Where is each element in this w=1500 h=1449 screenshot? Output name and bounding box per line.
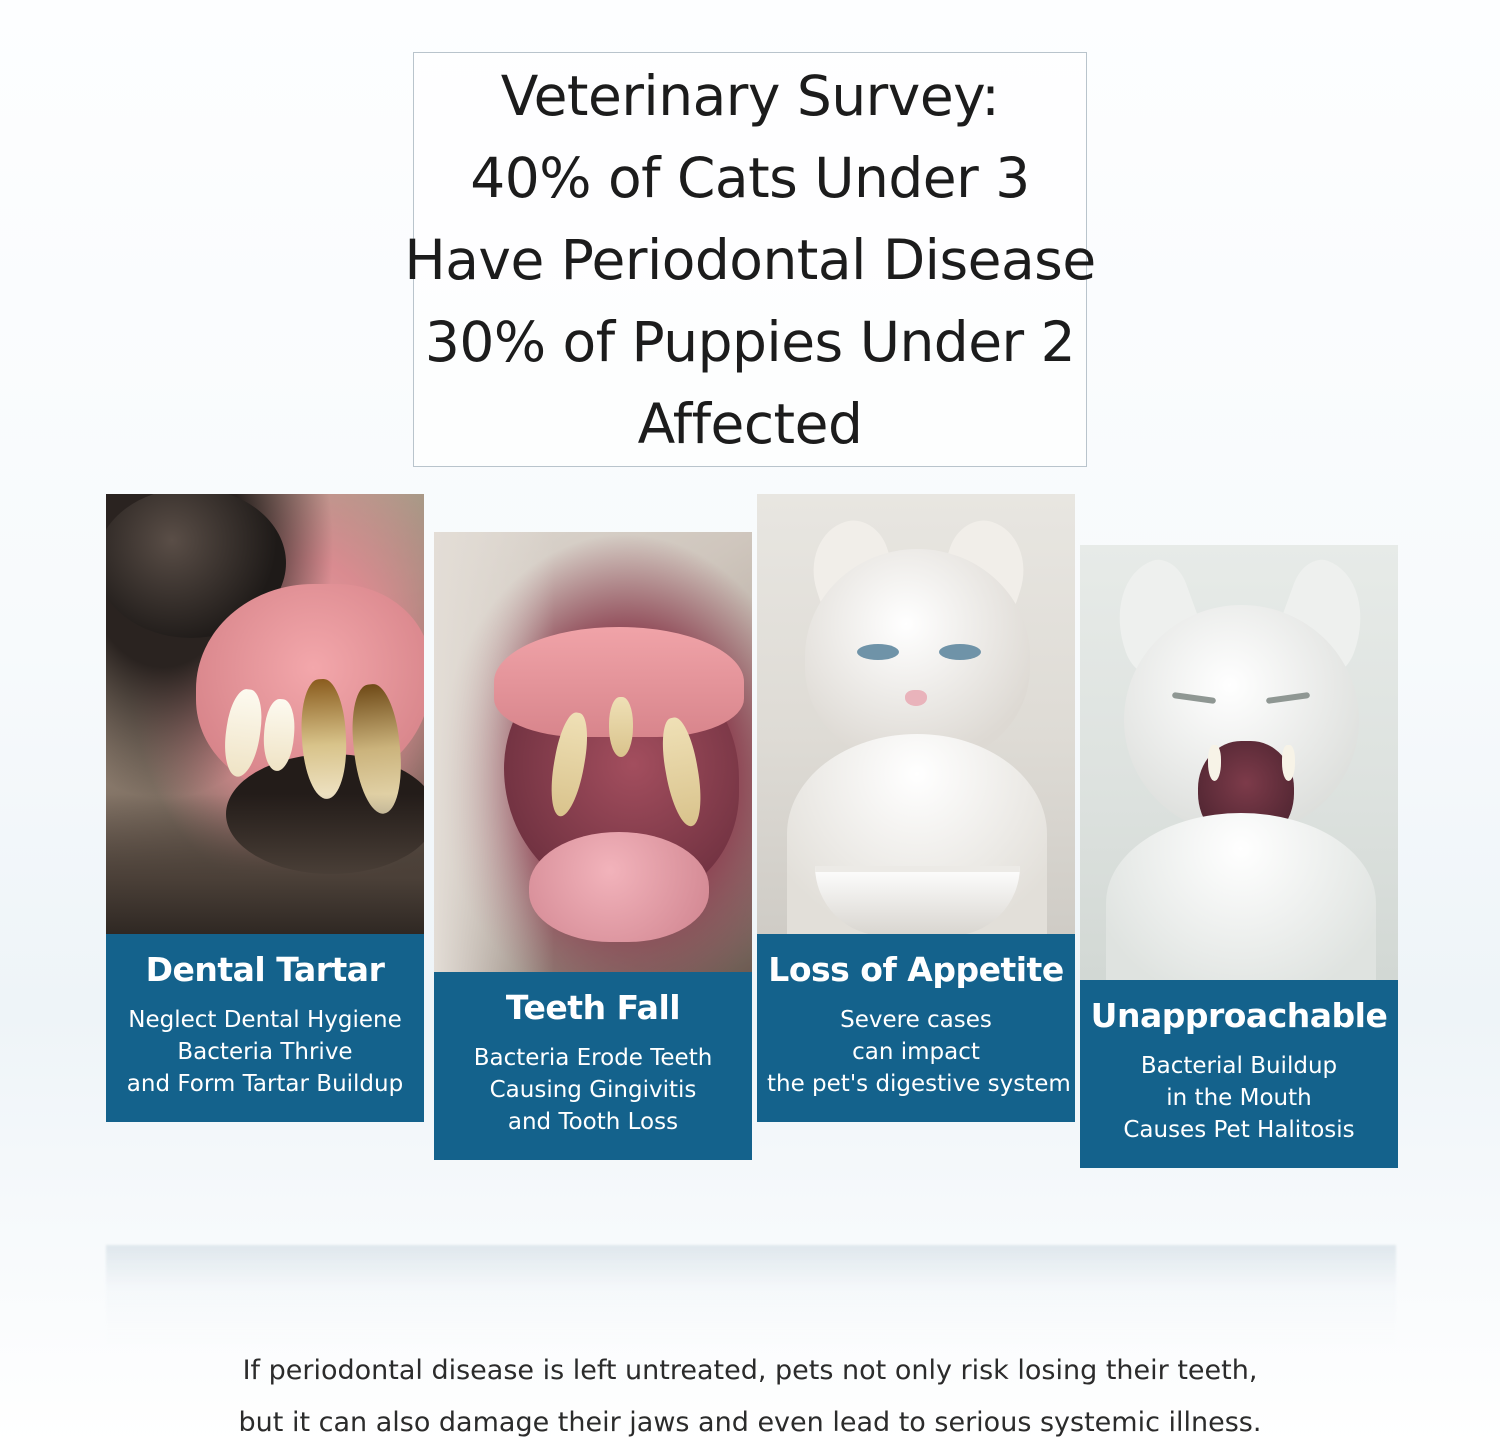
symptom-card-caption [1080, 980, 1398, 1168]
cat-open-mouth-gingivitis-photo [434, 532, 752, 972]
symptom-card-description-line: Bacteria Thrive [177, 1039, 353, 1065]
footer-note [0, 1345, 1500, 1449]
headline-line-3: Have Periodontal Disease [404, 227, 1096, 292]
symptom-card-description-line: Bacterial Buildup [1140, 1053, 1338, 1079]
symptom-card-unapproachable [1080, 545, 1398, 1168]
symptom-card-caption [106, 934, 424, 1122]
symptom-card-description [444, 1042, 742, 1138]
symptom-card-title: Loss of Appetite [768, 950, 1064, 989]
headline-line-2: 40% of Cats Under 3 [470, 145, 1030, 210]
headline-line-5: Affected [637, 391, 863, 456]
symptom-card-title: Teeth Fall [505, 988, 681, 1027]
footer-line-1: If periodontal disease is left untreated, pets not only risk losing their teeth, [242, 1355, 1258, 1386]
symptom-card-caption [757, 934, 1075, 1122]
symptom-card-title: Dental Tartar [145, 950, 385, 989]
symptom-card-description-line: in the Mouth [1166, 1085, 1312, 1111]
cat-eye-shape [939, 644, 981, 660]
symptom-card-dental-tartar [106, 494, 424, 1122]
symptom-card-description [767, 1004, 1071, 1100]
symptom-cards-row [0, 470, 1500, 1270]
symptom-card-description-line: and Tooth Loss [507, 1109, 679, 1135]
symptom-card-description-line: the pet's digestive system [767, 1071, 1071, 1097]
footer-line-2: but it can also damage their jaws and even lead to serious systemic illness. [238, 1407, 1262, 1438]
fang-shape [1208, 745, 1221, 781]
headline-box [404, 52, 1096, 467]
dog-teeth-tartar-photo [106, 494, 424, 934]
cat-eye-shape [857, 644, 899, 660]
symptom-card-description-line: Causing Gingivitis [489, 1077, 697, 1103]
white-cat-yawning-photo [1080, 545, 1398, 980]
symptom-card-description-line: Bacteria Erode Teeth [473, 1045, 713, 1071]
symptom-card-caption [434, 972, 752, 1160]
tooth-shape [609, 697, 633, 757]
dog-fur-shape [106, 794, 424, 934]
symptom-card-title: Unapproachable [1090, 996, 1388, 1035]
symptom-card-loss-of-appetite [757, 494, 1075, 1122]
headline-line-4: 30% of Puppies Under 2 [424, 309, 1076, 374]
symptom-card-description-line: can impact [852, 1039, 980, 1065]
symptom-card-description [116, 1004, 414, 1100]
symptom-card-teeth-fall [434, 532, 752, 1160]
symptom-card-description-line: Causes Pet Halitosis [1123, 1117, 1355, 1143]
symptom-card-description-line: Severe cases [840, 1007, 992, 1033]
cat-head-shape [805, 549, 1030, 764]
cat-nose-shape [905, 690, 927, 706]
symptom-card-description-line: and Form Tartar Buildup [126, 1071, 404, 1097]
fang-shape [1282, 745, 1295, 781]
cat-body-shape [1106, 813, 1376, 980]
cat-tongue-shape [529, 832, 709, 942]
symptom-card-description [1090, 1050, 1388, 1146]
headline-line-1: Veterinary Survey: [500, 63, 1000, 128]
food-bowl-shape [815, 866, 1020, 934]
symptom-card-description-line: Neglect Dental Hygiene [128, 1007, 402, 1033]
white-cat-refusing-food-bowl-photo [757, 494, 1075, 934]
